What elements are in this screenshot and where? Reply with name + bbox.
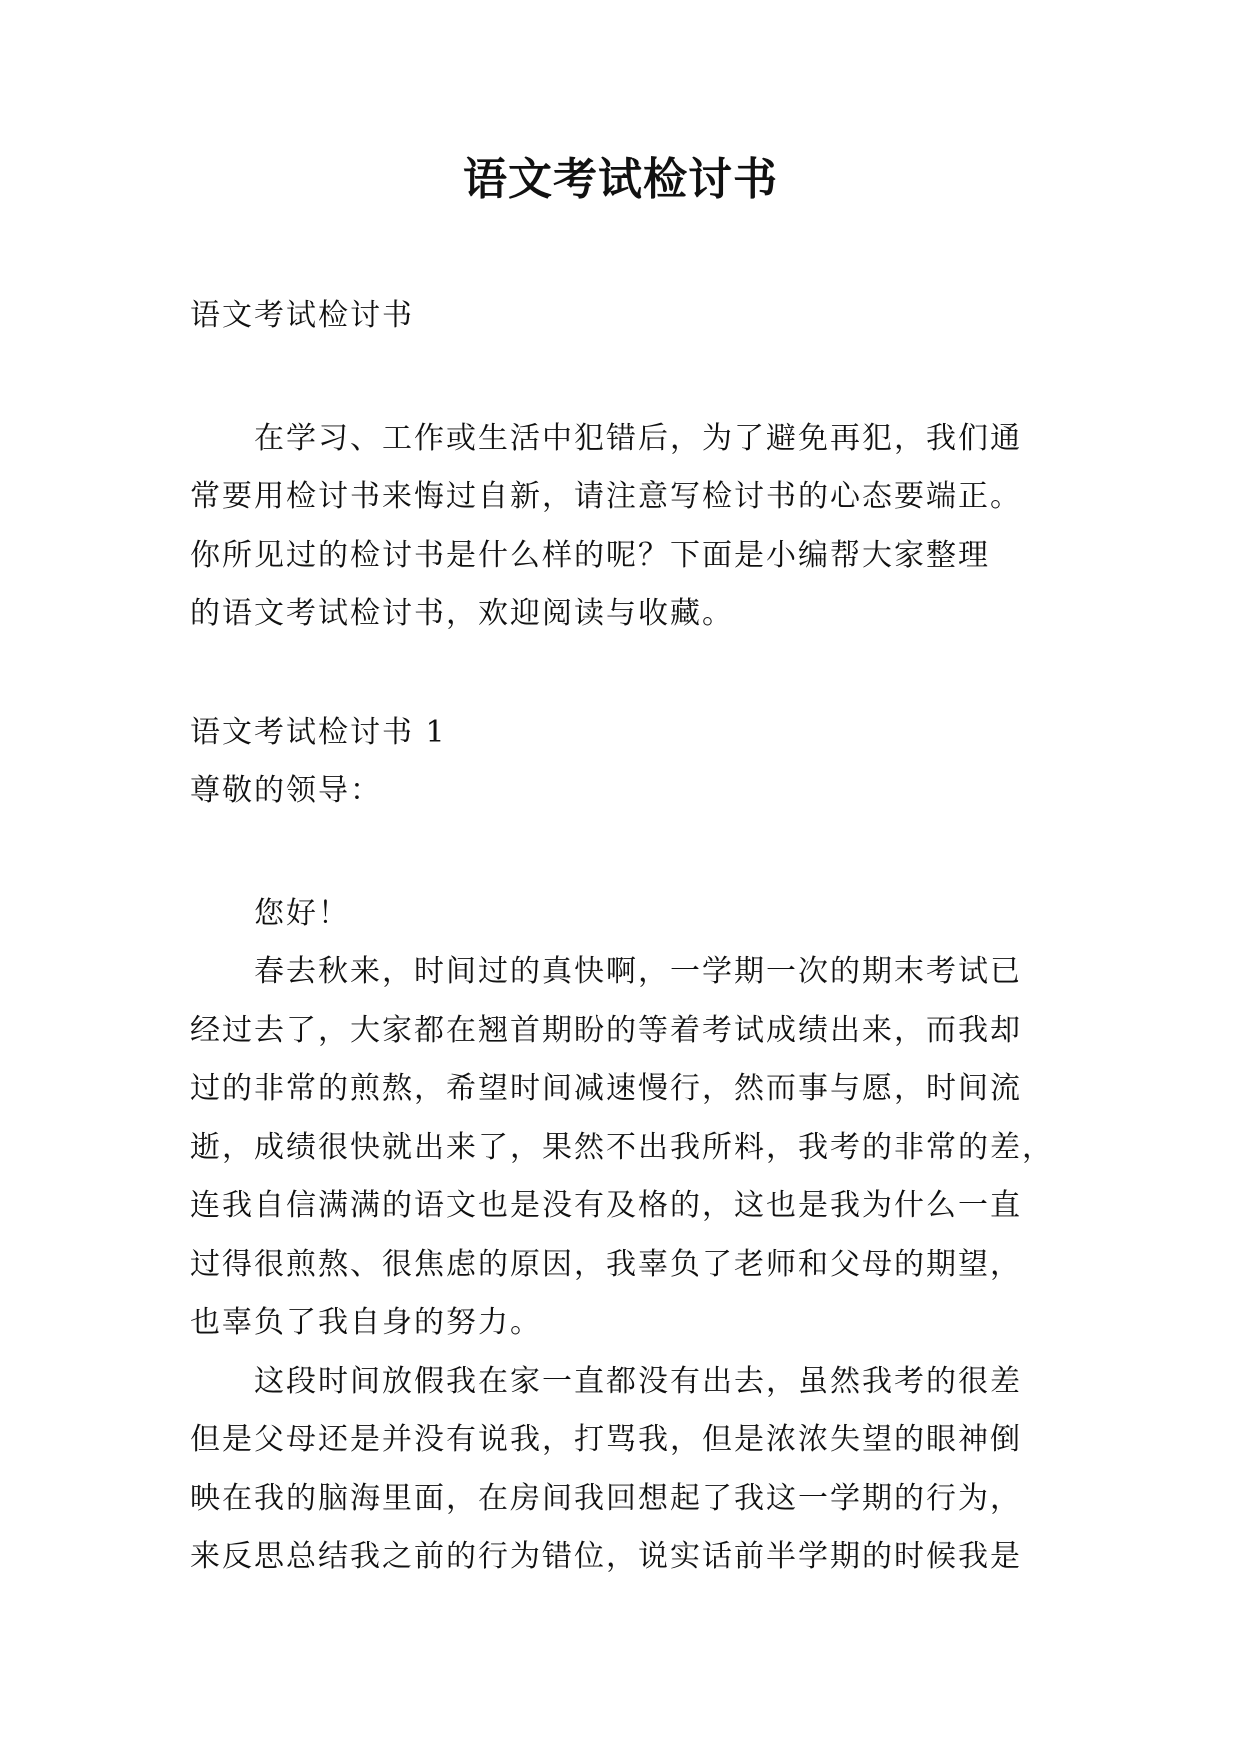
paragraph-line: 春去秋来，时间过的真快啊，一学期一次的期末考试已 [254, 954, 1022, 989]
intro-line: 你所见过的检讨书是什么样的呢？下面是小编帮大家整理 [190, 537, 990, 573]
intro-paragraph [190, 410, 1050, 644]
greeting: 您好！ [254, 895, 350, 931]
section-heading: 语文考试检讨书 1 [190, 714, 447, 750]
paragraph-gap [190, 821, 1050, 885]
paragraph-line: 连我自信满满的语文也是没有及格的，这也是我为什么一直 [190, 1188, 1022, 1223]
paragraph-line: 映在我的脑海里面，在房间我回想起了我这一学期的行为， [190, 1480, 1022, 1516]
document-body [190, 287, 1054, 1587]
paragraph-line: 但是父母还是并没有说我，打骂我，但是浓浓失望的眼神倒 [190, 1422, 1022, 1457]
paragraph-line: 来反思总结我之前的行为错位，说实话前半学期的时候我是 [190, 1539, 1022, 1574]
intro-line: 常要用检讨书来悔过自新，请注意写检讨书的心态要端正。 [190, 479, 1022, 514]
paragraph-gap [190, 346, 1050, 410]
document-subtitle: 语文考试检讨书 [190, 298, 414, 333]
paragraph-line: 也辜负了我自身的努力。 [190, 1305, 542, 1340]
paragraph-line: 逝，成绩很快就出来了，果然不出我所料，我考的非常的差， [190, 1129, 1054, 1165]
intro-line: 的语文考试检讨书，欢迎阅读与收藏。 [190, 596, 734, 631]
paragraph-line: 这段时间放假我在家一直都没有出去，虽然我考的很差 [254, 1363, 1022, 1399]
paragraph-gap [190, 644, 1050, 704]
body-paragraph-2 [190, 1353, 1050, 1587]
paragraph-line: 经过去了，大家都在翘首期盼的等着考试成绩出来，而我却 [190, 1012, 1022, 1048]
salutation: 尊敬的领导： [190, 773, 382, 808]
intro-line: 在学习、工作或生活中犯错后，为了避免再犯，我们通 [254, 420, 1022, 456]
document-title: 语文考试检讨书 [463, 154, 778, 205]
body-paragraph-1 [190, 943, 1054, 1353]
paragraph-line: 过的非常的煎熬，希望时间减速慢行，然而事与愿，时间流 [190, 1071, 1022, 1106]
paragraph-line: 过得很煎熬、很焦虑的原因，我辜负了老师和父母的期望， [190, 1246, 1022, 1282]
